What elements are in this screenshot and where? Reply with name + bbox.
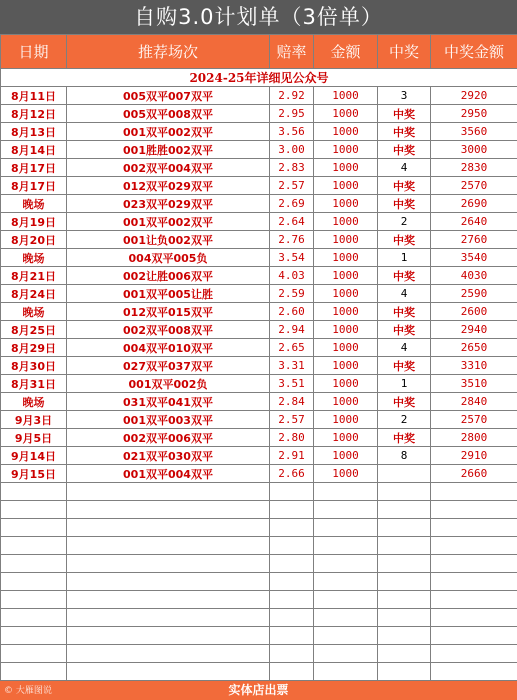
row-match: 001双平002双平 (67, 213, 270, 231)
row-result: 4 (378, 285, 431, 303)
row-result: 1 (378, 375, 431, 393)
row-date: 8月20日 (1, 231, 67, 249)
row-payout: 2910 (431, 447, 517, 465)
empty-cell (67, 519, 270, 537)
table-row (1, 465, 517, 483)
footer-banner: 实体店出票 (0, 681, 517, 700)
table-row (1, 267, 517, 285)
table-row (1, 87, 517, 105)
empty-cell (378, 501, 431, 519)
empty-cell (314, 555, 378, 573)
row-payout: 2760 (431, 231, 517, 249)
empty-cell (270, 537, 314, 555)
table-row (1, 213, 517, 231)
row-match: 005双平008双平 (67, 105, 270, 123)
empty-cell (378, 483, 431, 501)
row-match: 002双平008双平 (67, 321, 270, 339)
row-payout: 2600 (431, 303, 517, 321)
table-row (1, 177, 517, 195)
row-date: 8月17日 (1, 159, 67, 177)
row-odds: 2.80 (270, 429, 314, 447)
row-odds: 2.57 (270, 177, 314, 195)
empty-cell (67, 573, 270, 591)
table-row (1, 303, 517, 321)
table-row (1, 141, 517, 159)
empty-cell (314, 609, 378, 627)
empty-row (1, 573, 517, 591)
row-match: 012双平029双平 (67, 177, 270, 195)
table-row (1, 393, 517, 411)
empty-cell (314, 663, 378, 681)
header-odds: 赔率 (270, 35, 314, 69)
row-odds: 2.57 (270, 411, 314, 429)
empty-cell (270, 609, 314, 627)
empty-cell (314, 501, 378, 519)
row-amount: 1000 (314, 321, 378, 339)
row-date: 9月3日 (1, 411, 67, 429)
row-odds: 2.94 (270, 321, 314, 339)
row-date: 9月14日 (1, 447, 67, 465)
empty-cell (314, 519, 378, 537)
row-date: 8月13日 (1, 123, 67, 141)
row-match: 002双平004双平 (67, 159, 270, 177)
empty-cell (378, 609, 431, 627)
table-row (1, 159, 517, 177)
empty-cell (67, 627, 270, 645)
row-result: 2 (378, 411, 431, 429)
row-match: 001双平005让胜 (67, 285, 270, 303)
empty-cell (67, 537, 270, 555)
note-row (1, 69, 517, 87)
empty-cell (378, 645, 431, 663)
row-date: 8月29日 (1, 339, 67, 357)
row-amount: 1000 (314, 375, 378, 393)
table-row (1, 339, 517, 357)
empty-row (1, 537, 517, 555)
row-odds: 2.84 (270, 393, 314, 411)
empty-cell (270, 573, 314, 591)
row-amount: 1000 (314, 411, 378, 429)
empty-cell (67, 609, 270, 627)
empty-cell (314, 627, 378, 645)
row-date: 8月21日 (1, 267, 67, 285)
empty-row (1, 627, 517, 645)
row-odds: 3.56 (270, 123, 314, 141)
row-match: 001双平003双平 (67, 411, 270, 429)
row-odds: 3.00 (270, 141, 314, 159)
row-result: 4 (378, 159, 431, 177)
row-payout: 2950 (431, 105, 517, 123)
row-date: 8月14日 (1, 141, 67, 159)
row-date: 晚场 (1, 393, 67, 411)
row-date: 8月30日 (1, 357, 67, 375)
empty-cell (67, 645, 270, 663)
row-amount: 1000 (314, 393, 378, 411)
empty-cell (431, 609, 517, 627)
empty-cell (314, 537, 378, 555)
row-result: 中奖 (378, 303, 431, 321)
row-result: 3 (378, 87, 431, 105)
row-match: 004双平005负 (67, 249, 270, 267)
row-date: 8月11日 (1, 87, 67, 105)
row-match: 002双平006双平 (67, 429, 270, 447)
row-payout: 3540 (431, 249, 517, 267)
row-result: 中奖 (378, 231, 431, 249)
row-payout: 2650 (431, 339, 517, 357)
empty-cell (1, 483, 67, 501)
empty-cell (1, 609, 67, 627)
row-match: 023双平029双平 (67, 195, 270, 213)
header-payout: 中奖金额 (431, 35, 517, 69)
row-match: 027双平037双平 (67, 357, 270, 375)
row-amount: 1000 (314, 303, 378, 321)
empty-cell (1, 645, 67, 663)
empty-cell (314, 483, 378, 501)
row-payout: 2590 (431, 285, 517, 303)
row-payout: 2640 (431, 213, 517, 231)
row-payout: 3310 (431, 357, 517, 375)
empty-cell (431, 663, 517, 681)
row-match: 001双平002负 (67, 375, 270, 393)
row-odds: 2.59 (270, 285, 314, 303)
empty-cell (431, 501, 517, 519)
empty-cell (270, 645, 314, 663)
row-amount: 1000 (314, 447, 378, 465)
empty-cell (67, 501, 270, 519)
header-result: 中奖 (378, 35, 431, 69)
note-text: 2024-25年详细见公众号 (1, 69, 517, 87)
empty-cell (378, 555, 431, 573)
row-result: 中奖 (378, 393, 431, 411)
row-payout: 3510 (431, 375, 517, 393)
row-result (378, 465, 431, 483)
row-amount: 1000 (314, 267, 378, 285)
row-date: 8月25日 (1, 321, 67, 339)
row-payout: 3000 (431, 141, 517, 159)
row-date: 8月19日 (1, 213, 67, 231)
row-amount: 1000 (314, 357, 378, 375)
row-payout: 2800 (431, 429, 517, 447)
header-match: 推荐场次 (67, 35, 270, 69)
empty-cell (1, 519, 67, 537)
row-match: 031双平041双平 (67, 393, 270, 411)
row-amount: 1000 (314, 213, 378, 231)
empty-cell (431, 537, 517, 555)
empty-row (1, 609, 517, 627)
empty-cell (270, 501, 314, 519)
table-row (1, 321, 517, 339)
empty-cell (431, 555, 517, 573)
row-result: 2 (378, 213, 431, 231)
row-match: 001胜胜002双平 (67, 141, 270, 159)
row-odds: 4.03 (270, 267, 314, 285)
row-odds: 3.54 (270, 249, 314, 267)
row-date: 晚场 (1, 249, 67, 267)
empty-cell (270, 591, 314, 609)
row-date: 9月5日 (1, 429, 67, 447)
table-row (1, 447, 517, 465)
empty-cell (378, 591, 431, 609)
row-payout: 2830 (431, 159, 517, 177)
empty-cell (378, 537, 431, 555)
row-amount: 1000 (314, 177, 378, 195)
empty-cell (270, 519, 314, 537)
header-amount: 金额 (314, 35, 378, 69)
empty-cell (431, 483, 517, 501)
row-payout: 4030 (431, 267, 517, 285)
row-match: 002让胜006双平 (67, 267, 270, 285)
empty-cell (67, 591, 270, 609)
row-odds: 2.76 (270, 231, 314, 249)
row-result: 中奖 (378, 357, 431, 375)
table-row (1, 195, 517, 213)
row-result: 中奖 (378, 195, 431, 213)
empty-cell (67, 483, 270, 501)
empty-row (1, 483, 517, 501)
row-odds: 2.60 (270, 303, 314, 321)
header-row (1, 35, 517, 69)
row-result: 4 (378, 339, 431, 357)
row-result: 中奖 (378, 177, 431, 195)
table-row (1, 357, 517, 375)
empty-cell (1, 627, 67, 645)
empty-cell (1, 537, 67, 555)
row-odds: 2.69 (270, 195, 314, 213)
empty-cell (378, 627, 431, 645)
empty-row (1, 501, 517, 519)
empty-cell (378, 519, 431, 537)
empty-cell (67, 663, 270, 681)
row-odds: 2.83 (270, 159, 314, 177)
empty-row (1, 555, 517, 573)
row-amount: 1000 (314, 141, 378, 159)
table-row (1, 249, 517, 267)
empty-cell (431, 519, 517, 537)
empty-cell (378, 663, 431, 681)
row-payout: 2840 (431, 393, 517, 411)
empty-cell (431, 573, 517, 591)
row-result: 中奖 (378, 123, 431, 141)
plan-table (0, 34, 517, 681)
table-row (1, 411, 517, 429)
row-date: 晚场 (1, 303, 67, 321)
empty-cell (431, 645, 517, 663)
table-row (1, 375, 517, 393)
header-date: 日期 (1, 35, 67, 69)
row-date: 9月15日 (1, 465, 67, 483)
row-result: 8 (378, 447, 431, 465)
row-amount: 1000 (314, 159, 378, 177)
row-match: 005双平007双平 (67, 87, 270, 105)
empty-cell (314, 645, 378, 663)
empty-cell (378, 573, 431, 591)
empty-cell (314, 573, 378, 591)
empty-cell (431, 627, 517, 645)
row-match: 001双平002双平 (67, 123, 270, 141)
empty-cell (270, 663, 314, 681)
empty-cell (431, 591, 517, 609)
row-odds: 2.65 (270, 339, 314, 357)
row-odds: 2.95 (270, 105, 314, 123)
row-match: 021双平030双平 (67, 447, 270, 465)
row-result: 中奖 (378, 105, 431, 123)
row-result: 中奖 (378, 321, 431, 339)
row-payout: 2690 (431, 195, 517, 213)
row-odds: 2.92 (270, 87, 314, 105)
row-match: 001双平004双平 (67, 465, 270, 483)
empty-row (1, 519, 517, 537)
row-amount: 1000 (314, 231, 378, 249)
row-date: 8月17日 (1, 177, 67, 195)
empty-cell (1, 591, 67, 609)
empty-cell (1, 573, 67, 591)
row-payout: 2920 (431, 87, 517, 105)
table-row (1, 231, 517, 249)
row-match: 012双平015双平 (67, 303, 270, 321)
row-odds: 3.31 (270, 357, 314, 375)
row-amount: 1000 (314, 123, 378, 141)
row-payout: 2570 (431, 411, 517, 429)
empty-cell (1, 501, 67, 519)
row-date: 8月12日 (1, 105, 67, 123)
row-date: 8月31日 (1, 375, 67, 393)
row-payout: 2570 (431, 177, 517, 195)
row-date: 晚场 (1, 195, 67, 213)
empty-cell (1, 663, 67, 681)
row-payout: 2940 (431, 321, 517, 339)
empty-row (1, 663, 517, 681)
table-row (1, 285, 517, 303)
row-result: 中奖 (378, 429, 431, 447)
empty-row (1, 591, 517, 609)
empty-cell (270, 627, 314, 645)
row-result: 中奖 (378, 267, 431, 285)
row-odds: 3.51 (270, 375, 314, 393)
empty-cell (1, 555, 67, 573)
data-rows (1, 87, 517, 483)
empty-cell (67, 555, 270, 573)
sheet-title: 自购3.0计划单（3倍单） (0, 0, 517, 34)
row-result: 中奖 (378, 141, 431, 159)
row-amount: 1000 (314, 465, 378, 483)
row-match: 004双平010双平 (67, 339, 270, 357)
table-row (1, 429, 517, 447)
row-amount: 1000 (314, 105, 378, 123)
table-row (1, 105, 517, 123)
row-odds: 2.91 (270, 447, 314, 465)
empty-row (1, 645, 517, 663)
empty-rows (1, 483, 517, 681)
row-amount: 1000 (314, 429, 378, 447)
row-payout: 3560 (431, 123, 517, 141)
row-amount: 1000 (314, 87, 378, 105)
empty-cell (314, 591, 378, 609)
row-amount: 1000 (314, 339, 378, 357)
empty-cell (270, 483, 314, 501)
row-match: 001让负002双平 (67, 231, 270, 249)
table-row (1, 123, 517, 141)
row-date: 8月24日 (1, 285, 67, 303)
row-result: 1 (378, 249, 431, 267)
row-amount: 1000 (314, 249, 378, 267)
watermark: © 大雁图说 (4, 686, 52, 696)
row-amount: 1000 (314, 285, 378, 303)
row-odds: 2.64 (270, 213, 314, 231)
empty-cell (270, 555, 314, 573)
row-amount: 1000 (314, 195, 378, 213)
row-odds: 2.66 (270, 465, 314, 483)
row-payout: 2660 (431, 465, 517, 483)
